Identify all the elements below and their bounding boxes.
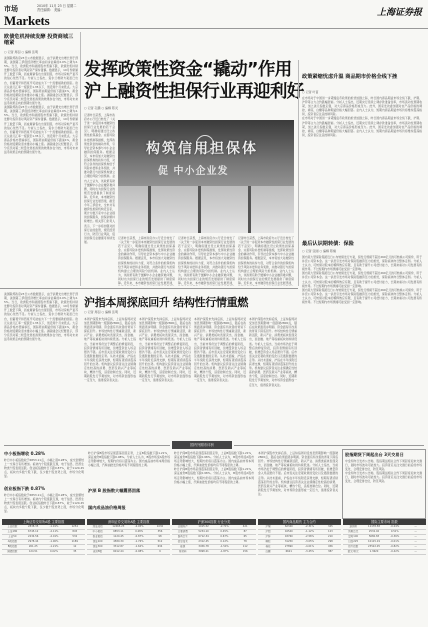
table-cell: 0.67% xyxy=(220,535,229,538)
date-line xyxy=(37,4,76,12)
table-cell: A股指数 xyxy=(7,540,17,543)
table-cell: 中小板指 xyxy=(92,530,103,533)
table-cell: 主要消费 xyxy=(177,530,188,533)
lead-headline xyxy=(84,59,304,103)
lead-article-col-1 xyxy=(84,113,115,286)
table-cell: 0.28% xyxy=(135,530,144,533)
table-cell: 6621 xyxy=(285,550,292,553)
table-row xyxy=(258,550,341,555)
table-cell: -1.91% xyxy=(49,525,59,528)
bottom-mid-body-1: 昨日沪深B股市场呈现震荡回落走势，上证B股指数下跌1.21%，深证成份B股指数下跌0.98%。分析人士认为，B股市场受A股市场走势影响较大，短期内仍将以震荡为主。国内成品油市场本周价格小幅上涨，汽柴油批发价格均有不同程度的上调。 xyxy=(174,451,254,468)
lead-article-body-1: 记者昨日获悉，上海市政府办公厅近日转发了《关于进一步促进本市融资性担保行业发展的若干意见》，明确将通过设立政策性担保基金、完善风险补偿机制等措施，发挥政策性资金的撬动作用，引导社会资本参与中小企业融资担保服务。根据意见，本市将加大对融资性担保机构的扶持力度，对符合条件的担保机构给予风险补偿和业务奖励，并推动银行与担保机构建立合理的风险分担机制。业内人士认为，该政策有助于缓解中小企业融资难问题，同时也为担保行业的规范发展提供了制度保障。近年来，本市融资性担保行业发展迅速，截至今年三季度末，全市共有融资性担保机构近百家，累计为数万家中小企业提供担保服务，担保余额持续增长。相关部门负责人表示，下一步将加强对担保行业的监管，规范经营行为，防范行业风险，促进担保行业健康可持续发展。 xyxy=(84,113,115,244)
right-mid-body-cont: 国内某大型保险集团近日公布转债发行方案，拟发行规模不超过260亿元的可转换公司债券，用于补充公司资本金。这一消息引发市场对保险股融资压力的担忧，保险板块昨日整体走弱。分析人士认为，可转债对股本的稀释效应有限，且有助于提升公司偿付能力，长期来看对公司发展有积极作用。不过短期内市场情绪可能受到一定影响。 xyxy=(302,287,422,305)
table-cell: 深证100 xyxy=(92,540,103,543)
table-cell: 信息技术 xyxy=(177,540,188,543)
table-cell: 512 xyxy=(157,540,163,543)
table-cell: 1032 xyxy=(156,525,164,528)
bottom-mid-body-0: 昨日沪深B股市场呈现震荡回落走势，上证B股指数下跌1.21%，深证成份B股指数下跌0.98%。分析人士认为，B股市场受A股市场走势影响较大，短期内仍将以震荡为主。国内成品油市场本周价格小幅上涨，汽柴油批发价格均有不同程度的上调。 xyxy=(88,451,170,468)
table-cell: -2.05% xyxy=(134,525,144,528)
bottom-right-body-cont: 中金所昨日发布公告称，股指期货相关合约下周起将迎来交割日，届时市场波动可能加大。投资者应关注交割日前后的市场变化，合理安排仓位，防范风险。 xyxy=(345,471,422,484)
table-cell: 156 xyxy=(242,550,248,553)
table-cell: -0.82% xyxy=(390,545,400,548)
table-cell: 31250 xyxy=(284,540,293,543)
market-table-title: 国际主要市场 指数 xyxy=(343,519,426,525)
table-cell: — xyxy=(414,545,417,548)
lead-article-col-3 xyxy=(178,236,235,286)
table-cell: -1.87% xyxy=(219,550,229,553)
table-cell: -1.62% xyxy=(134,545,144,548)
table-cell: -3.05% xyxy=(305,540,315,543)
table-cell: 123 xyxy=(327,530,333,533)
right-top-byline: ○ 记者 叶苗 xyxy=(302,90,319,94)
table-cell: 1.3620 xyxy=(369,550,379,553)
table-cell: -0.42% xyxy=(390,550,400,553)
table-cell: 124.51 xyxy=(28,550,38,553)
table-cell: -0.87% xyxy=(134,535,144,538)
table-cell: 国债指数 xyxy=(7,550,18,553)
table-cell: 0.02% xyxy=(50,550,58,553)
table-cell: -0.24% xyxy=(390,525,400,528)
mid-story-headline: 沪指本周探底回升 结构性行情重燃 xyxy=(84,296,249,309)
table-cell: -2.11% xyxy=(49,530,59,533)
table-cell: 成份B指 xyxy=(92,550,103,553)
table-cell: 9 xyxy=(159,550,161,553)
table-cell: 2978.44 xyxy=(28,540,39,543)
table-cell: 6012.44 xyxy=(113,550,124,553)
table-cell: 532 xyxy=(72,535,78,538)
table-cell: 5680.83 xyxy=(368,535,380,538)
table-cell: 2312.45 xyxy=(198,540,209,543)
table-cell: 78 xyxy=(243,540,247,543)
right-mid-headline: 最后认识期转债：保险 xyxy=(302,241,354,247)
bottom-mid-article-2 xyxy=(258,451,338,517)
table-cell: 4589.30 xyxy=(113,540,124,543)
left-byline: ○ 记者 周羽 ○ 编辑 张明 xyxy=(4,50,39,54)
paper-name: 上海证券报 xyxy=(376,8,422,18)
table-cell: 12465.23 xyxy=(112,525,125,528)
section-banner: 国内外期市评析 xyxy=(172,441,232,449)
right-top-headline: 政策紧缩忧虑升温 商品期市价格全线下挫 xyxy=(302,74,398,80)
bottom-left-headline-1: 中小板指增收 0.28% xyxy=(4,451,46,456)
table-cell: B股指数 xyxy=(7,545,17,548)
market-table-title: 国内商品期货 主力合约 xyxy=(258,519,341,525)
bottom-mid-body-1-cont: 昨日沪深B股市场呈现震荡回落走势，上证B股指数下跌1.21%，深证成份B股指数下跌0.98%。分析人士认为，B股市场受A股市场走势影响较大，短期内仍将以震荡为主。国内成品油市场本周价格小幅上涨，汽柴油批发价格均有不同程度的上调。 xyxy=(174,467,254,484)
table-cell: 棉花 xyxy=(265,545,271,548)
lead-headline-line-1: 发挥政策性资金“撬动”作用 xyxy=(84,60,292,80)
bottom-left-article-1 xyxy=(4,458,84,484)
bottom-left-body-1: 昨日中小板指数收于6853.11点，小幅上涨0.28%，成交金额较上一交易日有所增加。板块内个股涨跌互现，电子信息、医药生物类个股表现活跃。创业板指数昨日下跌0.87%，收于1120.45点，板块内多数个股下跌，仅少数个股逆势上涨，市场分化明显。 xyxy=(4,458,84,479)
table-cell: 112 xyxy=(242,545,248,548)
left-article-lower xyxy=(4,292,78,440)
table-cell: 能源 xyxy=(180,545,186,548)
table-cell: — xyxy=(414,525,417,528)
table-cell: 0.51% xyxy=(390,530,399,533)
bottom-mid-article-1 xyxy=(174,451,254,517)
table-cell: 道琼斯 xyxy=(349,525,357,528)
market-table-title: 深圳证券交易所A股 主要指数 xyxy=(87,519,170,525)
table-cell: — xyxy=(414,530,417,533)
table-cell: 3312.87 xyxy=(113,545,124,548)
left-article-body: 美国联邦政府23日公布数据显示，由于消费支出增长弱于预期，美国第三季度经济增长率由初步估算的2.0%上调为2.5%。当日，欧洲股市和美国股市普遍下跌，欧债危机持续发酵令投资者对风险资产保持谨慎。数据显示，10月份新屋开工数量下降，而成屋销售也出现回落，市场对房地产复苏的信心依然不足。分析人士指出，爱尔兰救助方案虽已出台，但葡萄牙和西班牙可能成为下一个需要援助的国家。欧元兑美元汇率一度跌至1.35以下，创近两个月来低点。大宗商品价格亦普遍承压，国际原油期货价格下跌逾1%，黄金价格则受避险需求推动小幅上涨。美联储会议纪要显示，部分官员对第二轮量化宽松政策的效果存在分歧，市场对未来货币政策走向的预期出现分化。 xyxy=(4,56,78,106)
table-cell: 2838.35 xyxy=(28,525,39,528)
table-cell: 456 xyxy=(327,545,333,548)
table-cell: 356 xyxy=(157,530,163,533)
mid-story-body-3: 本周沪深股市先抑后扬，上证综指周初受加息预期影响一度跌破2800点，随后在政策面逐步明朗、资金面有所改善的背景下探底回升。市场结构性行情重新活跃，新兴产业、消费类板块表现突出，而金融、地产等权重板块则持续低迷。分析人士指出，当前市场仍处于调整后的修复阶段，投资者情绪有所回暖，但增量资金入场意愿仍不强。后市需关注宏观政策的变化以及通胀数据的走势。从技术面看，沪指在半年线附近获得支撑，短期有望延续震荡回升的态势。机构建议投资者关注业绩确定性较高的消费、医药及新兴产业等板块，精选个股，适度控制仓位。同时，近期新股发行节奏加快，对市场资金面形成一定压力，值得投资者关注。 xyxy=(194,317,246,383)
table-cell: 298 xyxy=(327,540,333,543)
table-cell: 恒生指数 xyxy=(348,545,359,548)
section-title-en: Markets xyxy=(4,13,50,28)
table-cell: 5234.10 xyxy=(198,530,209,533)
bottom-mid-headline-2: 国内成品油价格周报 xyxy=(88,505,126,510)
lead-article-col-2 xyxy=(118,236,175,286)
market-table xyxy=(343,519,426,627)
table-cell: 65 xyxy=(243,535,247,538)
mid-story-body-2: 本周沪深股市先抑后扬，上证综指周初受加息预期影响一度跌破2800点，随后在政策面逐步明朗、资金面有所改善的背景下探底回升。市场结构性行情重新活跃，新兴产业、消费类板块表现突出，而金融、地产等权重板块则持续低迷。分析人士指出，当前市场仍处于调整后的修复阶段，投资者情绪有所回暖，但增量资金入场意愿仍不强。后市需关注宏观政策的变化以及通胀数据的走势。从技术面看，沪指在半年线附近获得支撑，短期有望延续震荡回升的态势。机构建议投资者关注业绩确定性较高的消费、医药及新兴产业等板块，精选个股，适度控制仓位。同时，近期新股发行节奏加快，对市场资金面形成一定压力，值得投资者关注。 xyxy=(139,317,191,383)
mid-story-col-1 xyxy=(84,317,136,439)
photo-foreground xyxy=(118,186,294,233)
table-cell: 纳斯达克 xyxy=(348,530,359,533)
table-cell: 1254 xyxy=(71,525,78,528)
right-mid-body-cont: 国内某大型保险集团近日公布转债发行方案，拟发行规模不超过260亿元的可转换公司债券，用于补充公司资本金。这一消息引发市场对保险股融资压力的担忧，保险板块昨日整体走弱。分析人士认为，可转债对股本的稀释效应有限，且有助于提升公司偿付能力，长期来看对公司发展有积极作用。不过短期内市场情绪可能受到一定影响。 xyxy=(302,271,422,288)
table-row xyxy=(87,550,170,555)
table-cell: 1015.52 xyxy=(198,525,209,528)
lead-article-col-4 xyxy=(238,236,294,286)
table-cell: -2.31% xyxy=(305,525,315,528)
table-cell: -0.01% xyxy=(390,540,400,543)
mid-story-body-1: 本周沪深股市先抑后扬，上证综指周初受加息预期影响一度跌破2800点，随后在政策面逐步明朗、资金面有所改善的背景下探底回升。市场结构性行情重新活跃，新兴产业、消费类板块表现突出，而金融、地产等权重板块则持续低迷。分析人士指出，当前市场仍处于调整后的修复阶段，投资者情绪有所回暖，但增量资金入场意愿仍不强。后市需关注宏观政策的变化以及通胀数据的走势。从技术面看，沪指在半年线附近获得支撑，短期有望延续震荡回升的态势。机构建议投资者关注业绩确定性较高的消费、医药及新兴产业等板块，精选个股，适度控制仓位。同时，近期新股发行节奏加快，对市场资金面形成一定压力，值得投资者关注。 xyxy=(84,317,136,383)
bottom-right-article xyxy=(345,459,422,515)
photo-frame xyxy=(248,186,251,233)
table-cell: -1.12% xyxy=(305,530,315,533)
table-cell: 创业板指 xyxy=(92,535,103,538)
lead-byline: ○ 记者 孔鹏 ○ 编辑 陈灵 xyxy=(84,106,119,110)
table-cell: 2532.02 xyxy=(368,530,380,533)
table-cell: -1.21% xyxy=(49,545,59,548)
table-cell: 上证180 xyxy=(7,530,18,533)
table-cell: 富时100 xyxy=(348,535,359,538)
table-cell: — xyxy=(414,540,417,543)
table-cell: 421 xyxy=(242,525,248,528)
table-cell: -3.45% xyxy=(305,550,315,553)
table-cell: -0.98% xyxy=(134,550,144,553)
table-cell: 3998.21 xyxy=(198,550,209,553)
table-cell: 金融地产 xyxy=(177,525,188,528)
mid-story-col-4 xyxy=(249,317,297,439)
table-cell: 261.25 xyxy=(28,545,38,548)
table-cell: 6853.11 xyxy=(113,530,124,533)
table-cell: 98 xyxy=(158,535,162,538)
table-row xyxy=(2,550,85,555)
lead-headline-line-2: 沪上融资性担保行业再迎利好 xyxy=(84,82,304,102)
right-top-article xyxy=(302,96,422,236)
table-cell: 387 xyxy=(327,550,333,553)
table-cell: 87 xyxy=(243,530,247,533)
lead-article-body-3: 记者昨日获悉，上海市政府办公厅近日转发了《关于进一步促进本市融资性担保行业发展的若干意见》，明确将通过设立政策性担保基金、完善风险补偿机制等措施，发挥政策性资金的撬动作用，引导社会资本参与中小企业融资担保服务。根据意见，本市将加大对融资性担保机构的扶持力度，对符合条件的担保机构给予风险补偿和业务奖励，并推动银行与担保机构建立合理的风险分担机制。业内人士认为，该政策有助于缓解中小企业融资难问题，同时也为担保行业的规范发展提供了制度保障。近年来，本市融资性担保行业发展迅速， xyxy=(178,236,235,286)
table-cell: 1189 xyxy=(71,540,78,543)
table-cell: 62340 xyxy=(284,525,293,528)
editor-credit: 责任编辑： 美编： xyxy=(37,8,64,12)
table-cell: 医药卫生 xyxy=(177,535,188,538)
photo-frame xyxy=(198,186,201,233)
market-table xyxy=(258,519,341,627)
left-article xyxy=(4,56,78,284)
mid-story-col-3 xyxy=(194,317,246,439)
table-cell: 10115.19 xyxy=(368,540,380,543)
masthead xyxy=(0,0,428,29)
column-divider xyxy=(298,60,299,286)
table-cell: 12 xyxy=(73,545,77,548)
table-cell: -2.01% xyxy=(49,535,59,538)
table-cell: 沪锌 xyxy=(265,535,271,538)
table-cell: 1120.45 xyxy=(113,535,124,538)
bottom-right-headline: 股指期货下周起出台 3天交易日 xyxy=(345,452,404,457)
left-article-lower-body: 美国联邦政府23日公布数据显示，由于消费支出增长弱于预期，美国第三季度经济增长率由初步估算的2.0%上调为2.5%。当日，欧洲股市和美国股市普遍下跌，欧债危机持续发酵令投资者对风险资产保持谨慎。数据显示，10月份新屋开工数量下降，而成屋销售也出现回落，市场对房地产复苏的信心依然不足。分析人士指出，爱尔兰救助方案虽已出台，但葡萄牙和西班牙可能成为下一个需要援助的国家。欧元兑美元汇率一度跌至1.35以下，创近两个月来低点。大宗商品价格亦普遍承压，国际原油期货价格下跌逾1%，黄金价格则受避险需求推动小幅上涨。美联储会议纪要显示，部分官员对第二轮量化宽松政策的效果存在分歧，市场对未来货币政策走向的预期出现分化。 xyxy=(4,292,78,342)
table-cell: -2.56% xyxy=(305,535,315,538)
table-cell: -4.01% xyxy=(305,545,315,548)
table-cell: 210 xyxy=(327,535,333,538)
column-divider xyxy=(80,32,81,286)
table-cell: — xyxy=(414,550,417,553)
table-cell: 345 xyxy=(327,525,333,528)
table-cell: 深证300 xyxy=(92,545,103,548)
table-cell: 35 xyxy=(73,550,77,553)
table-cell: 0.45% xyxy=(220,530,229,533)
market-table-title: 沪深300指数 行业分类 xyxy=(172,519,255,525)
right-mid-byline: ○ 记者 张刚 ○ 编辑 陈楠 xyxy=(302,249,337,253)
mid-story-body-4: 本周沪深股市先抑后扬，上证综指周初受加息预期影响一度跌破2800点，随后在政策面逐步明朗、资金面有所改善的背景下探底回升。市场结构性行情重新活跃，新兴产业、消费类板块表现突出，而金融、地产等权重板块则持续低迷。分析人士指出，当前市场仍处于调整后的修复阶段，投资者情绪有所回暖，但增量资金入场意愿仍不强。后市需关注宏观政策的变化以及通胀数据的走势。从技术面看，沪指在半年线附近获得支撑，短期有望延续震荡回升的态势。机构建议投资者关注业绩确定性较高的消费、医药及新兴产业等板块，精选个股，适度控制仓位。同时，近期新股发行节奏加快，对市场资金面形成一定压力，值得投资者关注。 xyxy=(249,317,297,387)
section-rule xyxy=(4,445,170,446)
table-cell: 原材料 xyxy=(179,550,187,553)
table-cell: -2.71% xyxy=(219,525,229,528)
issue-date: 2010年 11月 23 日 星期二 xyxy=(37,4,77,8)
section-rule xyxy=(0,288,298,289)
table-cell: 欧元/美元 xyxy=(347,550,359,553)
photo-slogan-2: 促 中小企业发 xyxy=(158,166,229,177)
lead-article-body-4: 记者昨日获悉，上海市政府办公厅近日转发了《关于进一步促进本市融资性担保行业发展的若干意见》，明确将通过设立政策性担保基金、完善风险补偿机制等措施，发挥政策性资金的撬动作用，引导社会资本参与中小企业融资担保服务。根据意见，本市将加大对融资性担保机构的扶持力度，对符合条件的担保机构给予风险补偿和业务奖励，并推动银行与担保机构建立合理的风险分担机制。业内人士认为，该政策有助于缓解中小企业融资难问题，同时也为担保行业的规范发展提供了制度保障。近年来，本市融资性担保行业发展迅速， xyxy=(238,236,294,286)
table-cell: 上证指数 xyxy=(7,525,18,528)
table-cell: 沪铝 xyxy=(265,530,271,533)
right-mid-body: 国内某大型保险集团近日公布转债发行方案，拟发行规模不超过260亿元的可转换公司债券，用于补充公司资本金。这一消息引发市场对保险股融资压力的担忧，保险板块昨日整体走弱。分析人士认为，可转债对股本的稀释效应有限，且有助于提升公司偿付能力，长期来看对公司发展有积极作用。不过短期内市场情绪可能受到一定影响。 xyxy=(302,255,422,272)
table-cell: 上证50 xyxy=(8,535,17,538)
table-cell: 深证成指 xyxy=(92,525,103,528)
market-table-title: 上海证券交易所A股 主要指数 xyxy=(2,519,85,525)
table-cell: 0.12% xyxy=(220,540,229,543)
market-table xyxy=(172,519,255,627)
table-cell: 2234.56 xyxy=(28,535,39,538)
table-cell: 16540 xyxy=(284,530,293,533)
right-top-body: 在市场对于中国进一步紧缩货币政策的担忧加剧之际，昨日国内商品期货市场全线下跌，沪铜、沪锌等主力合约跌幅居前。分析人士指出，近期央行连续上调存款准备金率，市场流动性预期收紧，加之美元指数走强，对大宗商品价格形成压力。此外，国家发改委加强对农产品价格的调控，棉花、白糖等品种期货价格大幅回落。业内人士认为，短期内商品期货市场仍将维持震荡格局，投资者应注意控制风险。 xyxy=(302,96,422,117)
lead-photo xyxy=(118,120,294,233)
photo-slogan-1: 构筑信用担保体 xyxy=(146,141,258,157)
table-cell: -1.54% xyxy=(219,545,229,548)
right-mid-article xyxy=(302,255,422,455)
table-cell: 3456.78 xyxy=(198,545,209,548)
table-cell: 634 xyxy=(157,545,163,548)
market-data-tables xyxy=(0,519,428,627)
mid-story-col-2 xyxy=(139,317,191,439)
bottom-left-article-2 xyxy=(4,493,84,517)
table-cell: 6745.12 xyxy=(28,530,39,533)
table-cell: 845 xyxy=(72,530,78,533)
mid-story-byline: ○ 记者 周羽 ○ 编辑 张明 xyxy=(84,310,119,314)
market-table xyxy=(2,519,85,627)
right-top-body-cont: 在市场对于中国进一步紧缩货币政策的担忧加剧之际，昨日国内商品期货市场全线下跌，沪铜、沪锌等主力合约跌幅居前。分析人士指出，近期央行连续上调存款准备金率，市场流动性预期收紧，加之美元指数走强，对大宗商品价格形成压力。此外，国家发改委加强对农产品价格的调控，棉花、白糖等品种期货价格大幅回落。业内人士认为，短期内商品期货市场仍将维持震荡格局，投资者应注意控制风险。 xyxy=(302,116,422,137)
table-row xyxy=(343,550,426,555)
table-cell: 11178.58 xyxy=(368,525,380,528)
table-cell: -1.76% xyxy=(134,540,144,543)
table-cell: 橡胶 xyxy=(265,540,271,543)
section-title: 市场 xyxy=(4,4,18,13)
section-rule xyxy=(234,445,424,446)
bottom-left-headline-2: 创业板指下跌 0.87% xyxy=(4,486,46,491)
left-headline: 欧债危机持续发酵 投资商城三缩紧 xyxy=(4,34,74,46)
lead-article-body-2: 记者昨日获悉，上海市政府办公厅近日转发了《关于进一步促进本市融资性担保行业发展的若干意见》，明确将通过设立政策性担保基金、完善风险补偿机制等措施，发挥政策性资金的撬动作用，引导社会资本参与中小企业融资担保服务。根据意见，本市将加大对融资性担保机构的扶持力度，对符合条件的担保机构给予风险补偿和业务奖励，并推动银行与担保机构建立合理的风险分担机制。业内人士认为，该政策有助于缓解中小企业融资难问题，同时也为担保行业的规范发展提供了制度保障。近年来，本市融资性担保行业发展迅速， xyxy=(118,236,175,286)
bottom-right-body: 中金所昨日发布公告称，股指期货相关合约下周起将迎来交割日，届时市场波动可能加大。投资者应关注交割日前后的市场变化，合理安排仓位，防范风险。 xyxy=(345,459,422,472)
table-cell: 23522.05 xyxy=(368,545,380,548)
table-cell: 日经225 xyxy=(348,540,359,543)
table-cell: 18760 xyxy=(284,535,293,538)
table-cell: -1.90% xyxy=(49,540,59,543)
table-cell: 6712.34 xyxy=(198,535,209,538)
table-row xyxy=(172,550,255,555)
table-cell: 沪铜 xyxy=(265,525,271,528)
bottom-mid-headline-1: 沪深 B 股指数大幅震荡回落 xyxy=(88,488,141,493)
bottom-left-body-2: 昨日中小板指数收于6853.11点，小幅上涨0.28%，成交金额较上一交易日有所增加。板块内个股涨跌互现，电子信息、医药生物类个股表现活跃。创业板指数昨日下跌0.87%，收于1120.45点，板块内多数个股下跌，仅少数个股逆势上涨，市场分化明显。 xyxy=(4,493,84,514)
bottom-mid-body-2: 本周沪深股市先抑后扬，上证综指周初受加息预期影响一度跌破2800点，随后在政策面逐步明朗、资金面有所改善的背景下探底回升。市场结构性行情重新活跃，新兴产业、消费类板块表现突出，而金融、地产等权重板块则持续低迷。分析人士指出，当前市场仍处于调整后的修复阶段，投资者情绪有所回暖，但增量资金入场意愿仍不强。后市需关注宏观政策的变化以及通胀数据的走势。从技术面看，沪指在半年线附近获得支撑，短期有望延续震荡回升的态势。机构建议投资者关注业绩确定性较高的消费、医药及新兴产业等板块，精选个股，适度控制仓位。同时，近期新股发行节奏加快，对市场资金面形成一定压力，值得投资者关注。 xyxy=(258,451,338,496)
table-cell: -0.36% xyxy=(390,535,400,538)
left-article-body-cont: 美国联邦政府23日公布数据显示，由于消费支出增长弱于预期，美国第三季度经济增长率由初步估算的2.0%上调为2.5%。当日，欧洲股市和美国股市普遍下跌，欧债危机持续发酵令投资者对风险资产保持谨慎。数据显示，10月份新屋开工数量下降，而成屋销售也出现回落，市场对房地产复苏的信心依然不足。分析人士指出，爱尔兰救助方案虽已出台，但葡萄牙和西班牙可能成为下一个需要援助的国家。欧元兑美元汇率一度跌至1.35以下，创近两个月来低点。大宗商品价格亦普遍承压，国际原油期货价格下跌逾1%，黄金价格则受避险需求推动小幅上涨。美联储会议纪要显示，部分官员对第二轮量化宽松政策的效果存在分歧，市场对未来货币政策走向的预期出现分化。 xyxy=(4,105,78,155)
market-table xyxy=(87,519,170,627)
photo-frame xyxy=(148,186,151,233)
table-cell: 白糖 xyxy=(265,550,271,553)
table-cell: 27890 xyxy=(284,545,293,548)
table-cell: — xyxy=(414,535,417,538)
